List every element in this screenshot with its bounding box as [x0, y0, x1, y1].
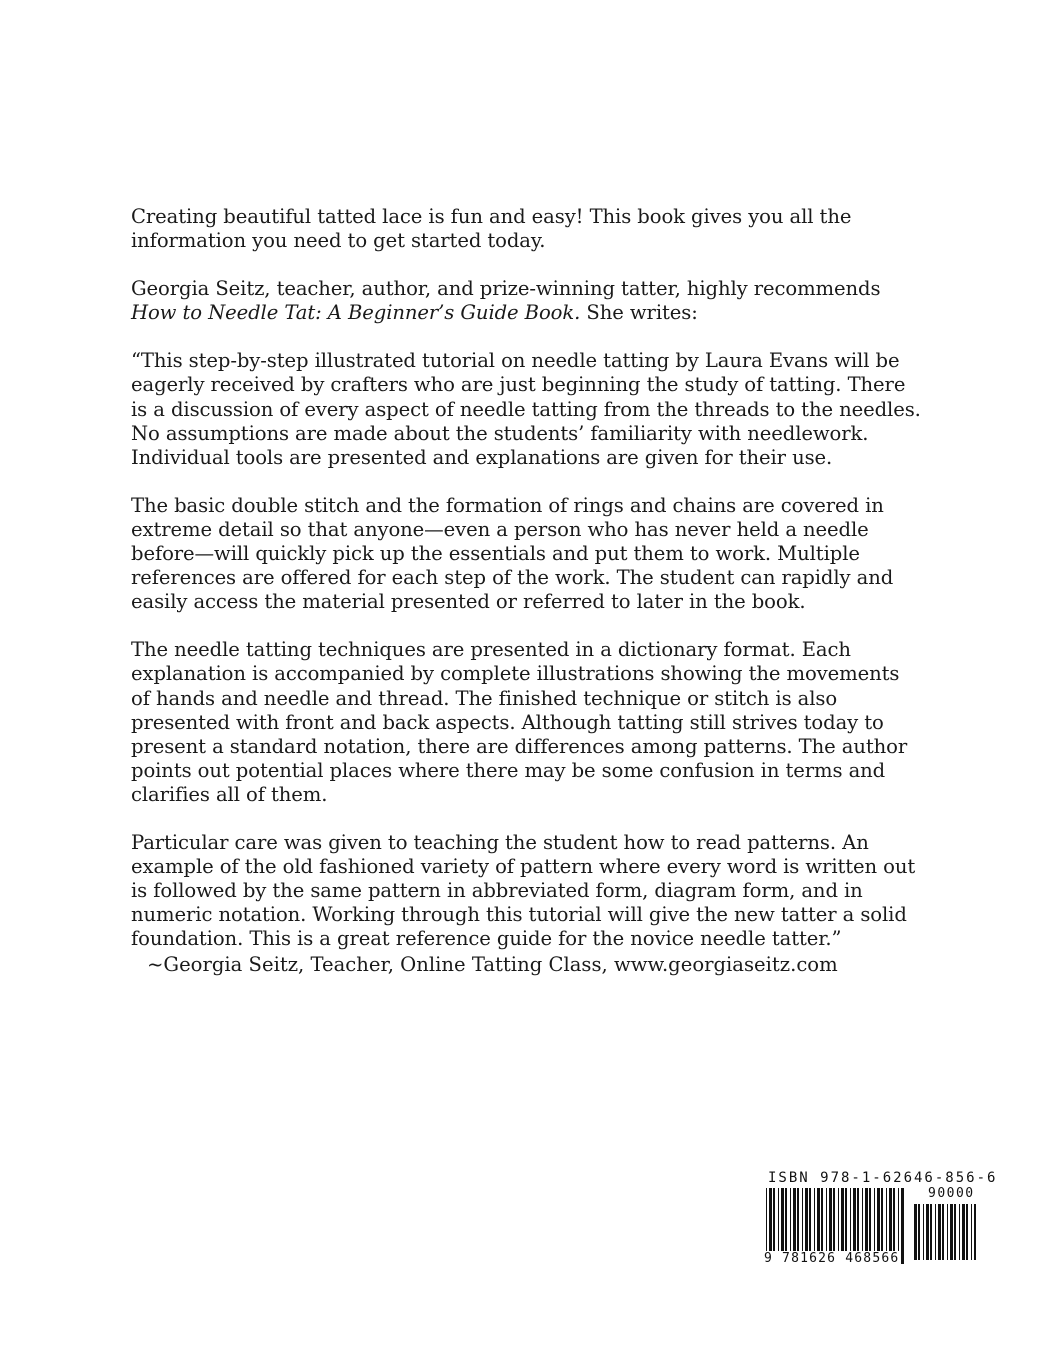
- isbn-label: ISBN 978-1-62646-856-6: [768, 1170, 998, 1186]
- recommendation-paragraph: [131, 277, 921, 325]
- barcode-bar: [966, 1204, 968, 1260]
- back-cover-text: [131, 205, 921, 975]
- barcode-bar: [918, 1204, 920, 1260]
- barcode-bar: [971, 1204, 972, 1260]
- barcode-bar: [950, 1204, 953, 1260]
- barcode-bar: [974, 1204, 976, 1260]
- quote-paragraph-4: Particular care was given to teaching the student how to read patterns. An example of the old fashioned variety of pattern where every word is written out is followed by the same pattern in abbreviated form, diagram form, and in numeric notation. Working through this tutorial will give the new tatter a solid foundation. This is a great reference guide for the novice needle tatter.”: [131, 830, 916, 951]
- barcode-bar: [938, 1204, 941, 1260]
- barcode-bar: [962, 1204, 965, 1260]
- quote-paragraph-1: “This step-by-step illustrated tutorial on needle tatting by Laura Evans will be eagerly received by crafters who are just beginning the study of tatting. There is a discussion of every aspect of needle tatting from the threads to the needles. No assumptions are made about the students’ familiarity with needlework. Individual tools are presented and explanations are given for their use.: [131, 349, 921, 469]
- barcode-bar: [914, 1204, 917, 1260]
- barcode-bar: [926, 1204, 929, 1260]
- intro-paragraph: Creating beautiful tatted lace is fun and easy! This book gives you all the information you need to get started today.: [131, 205, 852, 253]
- recommendation-lead: Georgia Seitz, teacher, author, and prize-winning tatter, highly recommends: [131, 277, 881, 301]
- barcode-bar: [947, 1204, 948, 1260]
- barcode-bar: [930, 1204, 932, 1260]
- barcode-bar: [901, 1188, 904, 1264]
- book-title: How to Needle Tat: A Beginner’s Guide Book.: [131, 301, 581, 325]
- ean-digits: 9 781626 468566: [764, 1251, 900, 1266]
- barcode-bar: [954, 1204, 956, 1260]
- barcode-bar: [923, 1204, 924, 1260]
- quote-paragraph-2: The basic double stitch and the formation of rings and chains are covered in extreme detail so that anyone—even a person who has never held a needle before—will quickly pick up the essentials and put them to work. Multiple references are offered for each step of the work. The student can rapidly and easily access the material presented or referred to later in the book.: [131, 493, 894, 614]
- quote-paragraph-3: The needle tatting techniques are presented in a dictionary format. Each explanation is accompanied by complete illustrations showing the movements of hands and needle and thread. The finished technique or stitch is also presented with front and back aspects. Although tatting still strives today to present a standard notation, there are differences among patterns. The author points out potential places where there may be some confusion in terms and clarifies all of them.: [131, 638, 908, 806]
- price-code: 90000: [928, 1186, 975, 1201]
- quote-attribution: ~Georgia Seitz, Teacher, Online Tatting Class, www.georgiaseitz.com: [147, 953, 838, 976]
- recommendation-tail: She writes:: [580, 301, 698, 325]
- barcode-bar: [959, 1204, 960, 1260]
- barcode-bar: [935, 1204, 936, 1260]
- isbn-barcode: [758, 1166, 998, 1270]
- barcode-bar: [942, 1204, 944, 1260]
